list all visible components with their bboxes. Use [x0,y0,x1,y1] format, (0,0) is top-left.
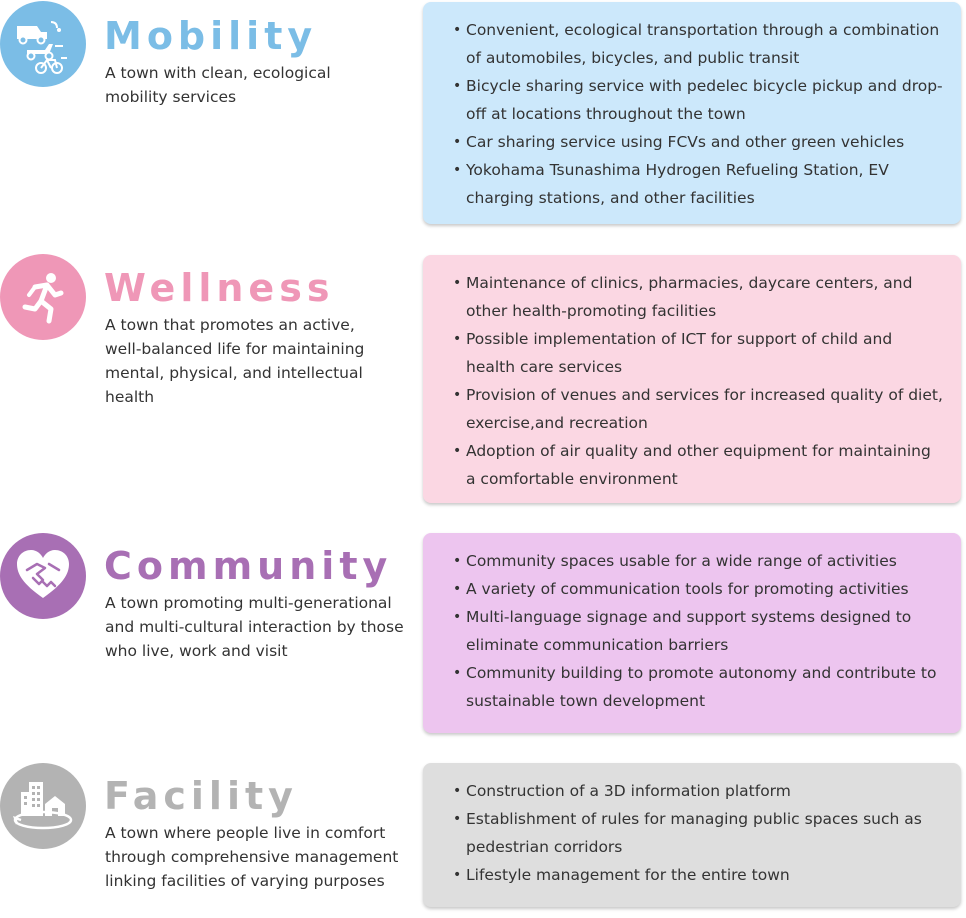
section-description: A town where people live in comfort through comprehensive management linking facilities of varying purposes [105,824,399,890]
feature-list [453,269,943,493]
section-title: Mobility [104,14,318,58]
list-item: • Maintenance of clinics, pharmacies, daycare centers, and other health-promoting facilities [453,269,943,325]
list-item: • Yokohama Tsunashima Hydrogen Refueling Station, EV charging stations, and other facilities [453,156,943,212]
vehicles-icon [0,1,86,87]
section-title: Wellness [104,266,335,310]
feature-box [423,255,961,503]
feature-box [423,2,961,224]
list-item: • A variety of communication tools for promoting activities [453,575,943,603]
buildings-icon [0,763,86,849]
feature-list [453,777,943,889]
list-item: • Adoption of air quality and other equipment for maintaining a comfortable environment [453,437,943,493]
list-item: • Convenient, ecological transportation through a combination of automobiles, bicycles, and public transit [453,16,943,72]
feature-list [453,547,943,715]
list-item: • Construction of a 3D information platform [453,777,943,805]
list-item: • Car sharing service using FCVs and other green vehicles [453,128,943,156]
heart-handshake-icon [0,533,86,619]
section-description: A town promoting multi-generational and multi-cultural interaction by those who live, work and visit [105,594,404,660]
list-item: • Possible implementation of ICT for support of child and health care services [453,325,943,381]
section-description: A town that promotes an active, well-balanced life for maintaining mental, physical, and intellectual health [105,316,365,406]
section-title: Community [104,544,393,588]
running-person-icon [0,254,86,340]
section-title: Facility [104,774,298,818]
feature-box [423,533,961,733]
list-item: • Multi-language signage and support systems designed to eliminate communication barriers [453,603,943,659]
feature-list [453,16,943,212]
feature-box [423,763,961,907]
list-item: • Provision of venues and services for increased quality of diet, exercise,and recreation [453,381,943,437]
list-item: • Lifestyle management for the entire town [453,861,943,889]
list-item: • Establishment of rules for managing public spaces such as pedestrian corridors [453,805,943,861]
list-item: • Bicycle sharing service with pedelec bicycle pickup and drop-off at locations throughout the town [453,72,943,128]
list-item: • Community building to promote autonomy and contribute to sustainable town development [453,659,943,715]
section-description: A town with clean, ecological mobility services [105,64,331,106]
list-item: • Community spaces usable for a wide range of activities [453,547,943,575]
